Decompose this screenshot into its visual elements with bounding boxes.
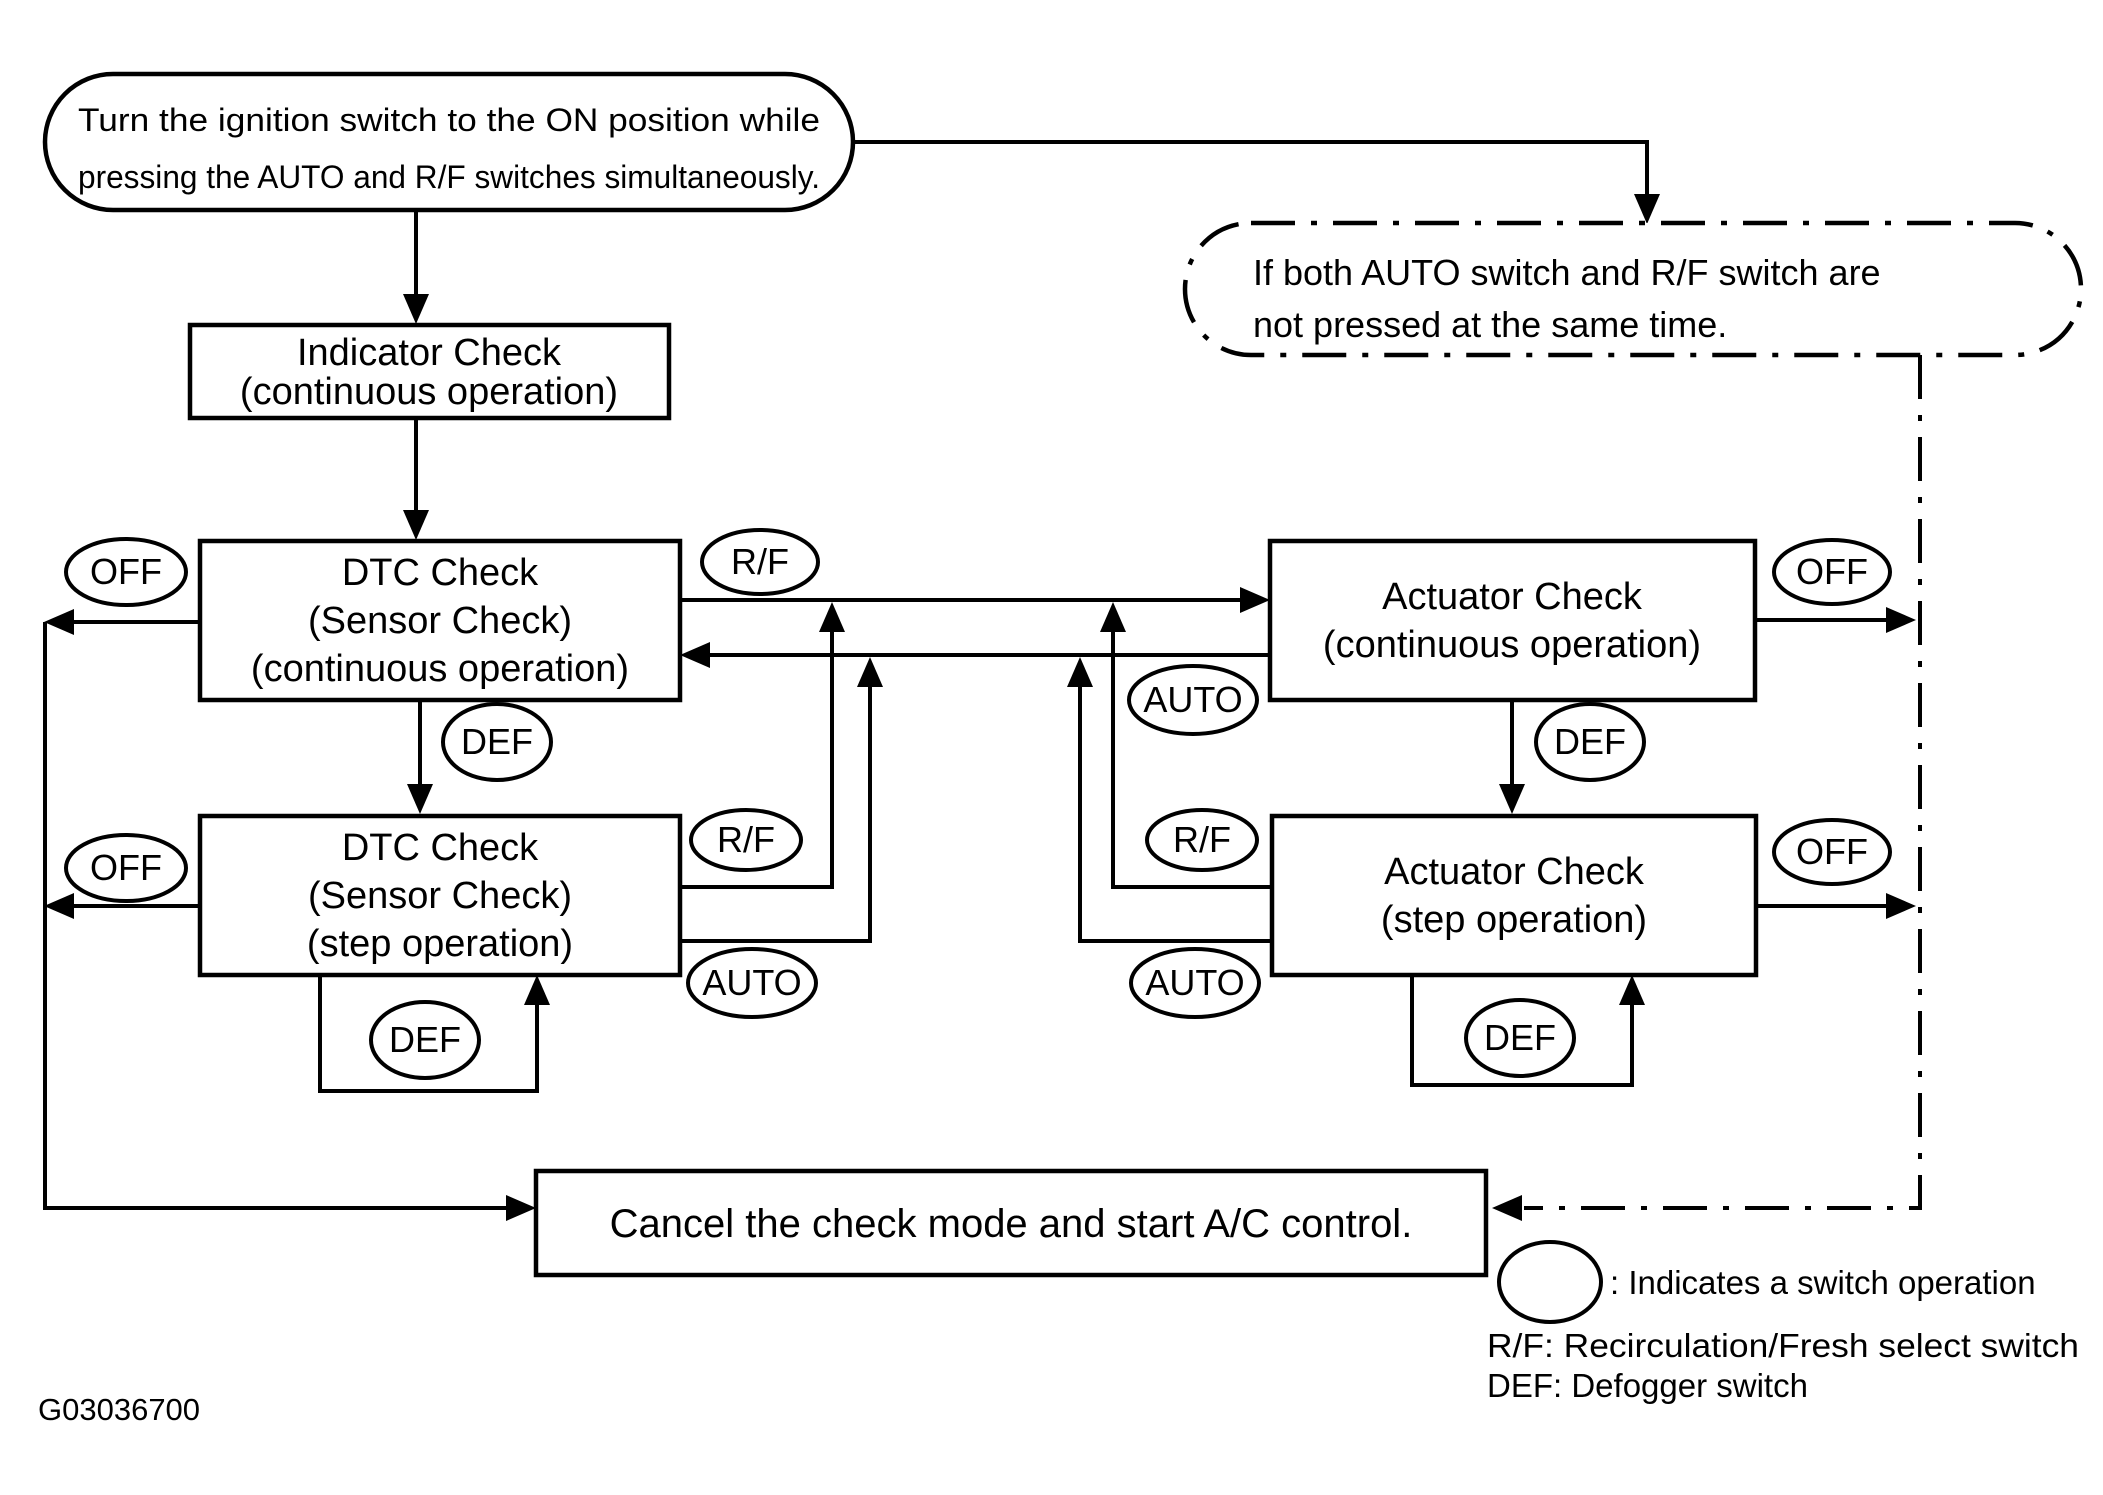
badge-label: OFF [1796,831,1868,872]
node-actuator-check-step [1272,816,1756,975]
node-box [1270,541,1755,700]
off-switch-badge [66,539,186,605]
badge-label: DEF [461,721,533,762]
arrowhead-right-icon [1886,607,1916,633]
badge-label: DEF [389,1019,461,1060]
condition-text-line1: If both AUTO switch and R/F switch are [1253,252,1881,293]
arrowhead-down-icon [1634,194,1660,224]
badge-label: OFF [90,847,162,888]
badge-label: AUTO [702,962,802,1003]
off-switch-badge [1774,820,1890,884]
node-dtc-check-step [200,816,680,975]
node-label-line2: (Sensor Check) [308,875,572,917]
badge-label: R/F [731,541,789,582]
connector-off-actuator-continuous [1755,607,1916,633]
arrowhead-right-icon [1886,893,1916,919]
arrowhead-left-icon [44,609,74,635]
connector-line [853,142,1647,196]
arrowhead-up-icon [819,602,845,632]
arrowhead-down-icon [403,510,429,540]
arrowhead-right-icon [506,1195,536,1221]
off-switch-badge [1774,540,1890,604]
node-dtc-check-continuous [200,541,680,700]
node-label-line1: Actuator Check [1384,851,1644,893]
connector-auto-dtc-step [680,657,883,941]
badge-label: AUTO [1145,962,1245,1003]
badge-label: AUTO [1143,679,1243,720]
badge-label: R/F [717,819,775,860]
connector-def-dtc [407,700,433,814]
arrowhead-up-icon [857,657,883,687]
badge-label: OFF [1796,551,1868,592]
connector-start-to-indicator [403,210,429,324]
badge-label: DEF [1554,721,1626,762]
condition-terminator [1185,223,2081,355]
legend-ellipse-icon [1499,1242,1601,1322]
arrowhead-left-icon [44,893,74,919]
figure-id: G03036700 [38,1392,201,1427]
arrowhead-left-icon [1492,1195,1522,1221]
legend-ellipse-note: : Indicates a switch operation [1610,1264,2036,1301]
off-switch-badge [66,835,186,901]
connector-indicator-to-dtc [403,418,429,540]
rf-switch-badge [691,810,801,870]
start-text-line1: Turn the ignition switch to the ON position while [78,102,820,138]
arrowhead-up-icon [1619,975,1645,1005]
node-label-line2: (step operation) [1380,899,1648,941]
node-label-line3: (continuous operation) [250,648,630,690]
node-label-line1: Indicator Check [296,332,562,374]
node-label-line1: DTC Check [341,827,539,869]
arrowhead-down-icon [407,784,433,814]
connector-off-dtc-continuous [44,609,200,635]
node-label-line1: DTC Check [341,552,539,594]
arrowhead-down-icon [403,294,429,324]
rf-switch-badge [702,530,818,594]
legend [1487,1242,2079,1404]
arrowhead-left-icon [680,642,710,668]
arrowhead-right-icon [1240,587,1270,613]
def-switch-badge [371,1002,479,1078]
auto-switch-badge [1131,949,1259,1017]
badge-label: OFF [90,551,162,592]
def-switch-badge [1536,704,1644,780]
node-box [1272,816,1756,975]
badge-label: DEF [1484,1017,1556,1058]
connector-def-actuator [1499,700,1525,814]
legend-def-note: DEF: Defogger switch [1487,1367,1808,1404]
arrowhead-up-icon [1100,602,1126,632]
start-terminator [45,74,853,210]
condition-text-line2: not pressed at the same time. [1253,304,1728,345]
arrowhead-down-icon [1499,784,1525,814]
connector-start-to-condition [853,142,1660,224]
node-cancel-check-mode [536,1171,1486,1275]
arrowhead-up-icon [524,975,550,1005]
connector-auto-actuator-to-dtc [680,642,1270,668]
rf-switch-badge [1147,810,1257,870]
start-text-line2: pressing the AUTO and R/F switches simultaneously. [78,159,820,195]
node-label-line3: (step operation) [306,923,574,965]
def-switch-badge [443,704,551,780]
connector-off-actuator-step [1756,893,1916,919]
node-indicator-check [190,325,669,418]
node-label-line2: (continuous operation) [239,371,619,413]
legend-rf-note: R/F: Recirculation/Fresh select switch [1487,1327,2079,1364]
arrowhead-up-icon [1067,657,1093,687]
node-actuator-check-continuous [1270,541,1755,700]
node-label-line1: Actuator Check [1382,576,1642,618]
auto-switch-badge [1129,666,1257,734]
def-switch-badge [1466,1000,1574,1076]
node-label-line2: (Sensor Check) [308,600,572,642]
auto-switch-badge [688,949,816,1017]
right-dashdot-rail [1492,355,1920,1221]
node-label-line2: (continuous operation) [1322,624,1702,666]
badge-label: R/F [1173,819,1231,860]
node-label: Cancel the check mode and start A/C control. [609,1202,1413,1246]
